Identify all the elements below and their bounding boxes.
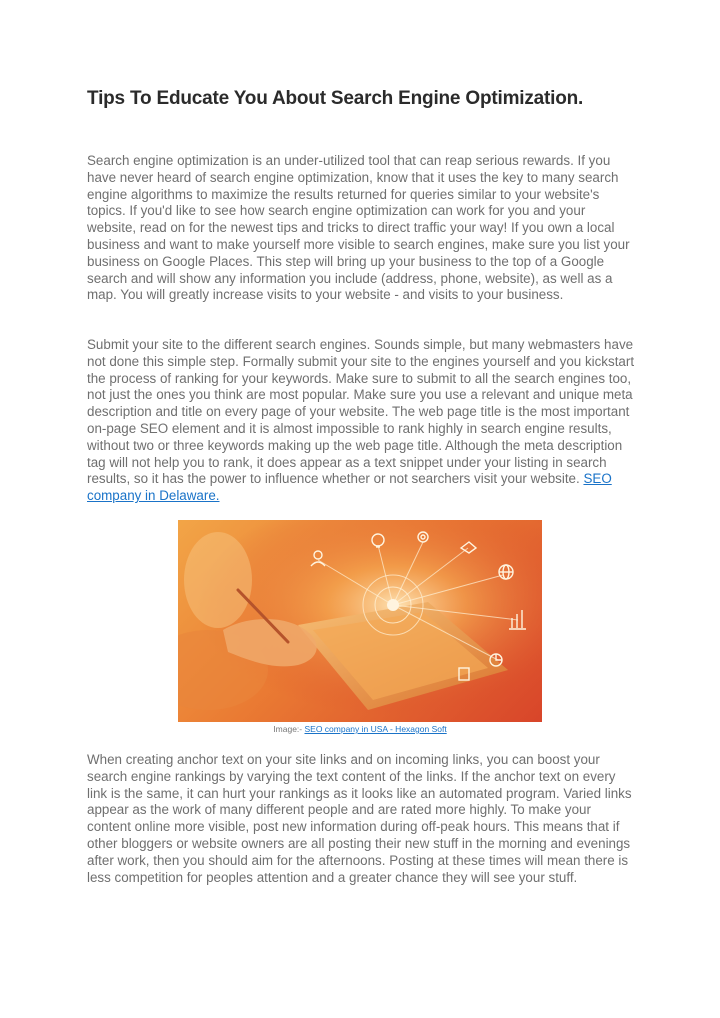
caption-prefix: Image:- [273, 724, 305, 734]
paragraph-1-text: Search engine optimization is an under-utilized tool that can reap serious rewards. If you have never heard of search engine optimization, know that it uses the key to many search engine algorithms to maximize the results returned for queries similar to your website's topics. If you'd like to see how search engine optimization can work for you and your website, read on for the newest tips and tricks to direct traffic your way! If you own a local business and want to make yourself more visible to search engines, make sure you list your business on Google Places. This step will bring up your business to the top of a Google search and will show any information you include (address, phone, website), as well as a map. You will greatly increase visits to your website - and visits to your business. [87, 153, 630, 303]
seo-delaware-link[interactable]: SEO company in Delaware. [87, 471, 612, 504]
paragraph-2 [87, 337, 635, 505]
paragraph-1 [87, 153, 635, 304]
paragraph-3-text: When creating anchor text on your site links and on incoming links, you can boost your search engine rankings by varying the text content of the links. If the anchor text on every link is the same, it can hurt your rankings as it looks like an automated program. Varied links appear as the work of many different people and are rated more highly. To make your content online more visible, post new information during off-peak hours. This means that if other bloggers or website owners are all posting their new stuff in the morning and evenings after work, then you should aim for the afternoons. Posting at these times will mean there is less competition for peoples attention and a greater chance they will see your stuff. [87, 752, 632, 885]
seo-usa-link[interactable]: SEO company in USA - Hexagon Soft [304, 724, 447, 734]
article-title: Tips To Educate You About Search Engine Optimization. [87, 88, 584, 109]
paragraph-2-text: Submit your site to the different search engines. Sounds simple, but many webmasters have not done this simple step. Formally submit your site to the engines yourself and you kickstart the process of ranking for your keywords. Make sure to submit to all the search engines too, not just the ones you think are most popular. Make sure you use a relevant and unique meta description and title on every page of your website. The web page title is the most important on-page SEO element and it is almost impossible to rank highly in search engine results, without two or three keywords making up the web page title. Although the meta description tag will not help you to rank, it does appear as a text snippet under your listing in search results, so it has the power to influence whether or not searchers visit your website. [87, 337, 635, 487]
seo-illustration [178, 520, 542, 722]
seo-illustration-graphic [178, 520, 542, 722]
paragraph-3 [87, 752, 635, 886]
figure-caption [0, 724, 720, 734]
